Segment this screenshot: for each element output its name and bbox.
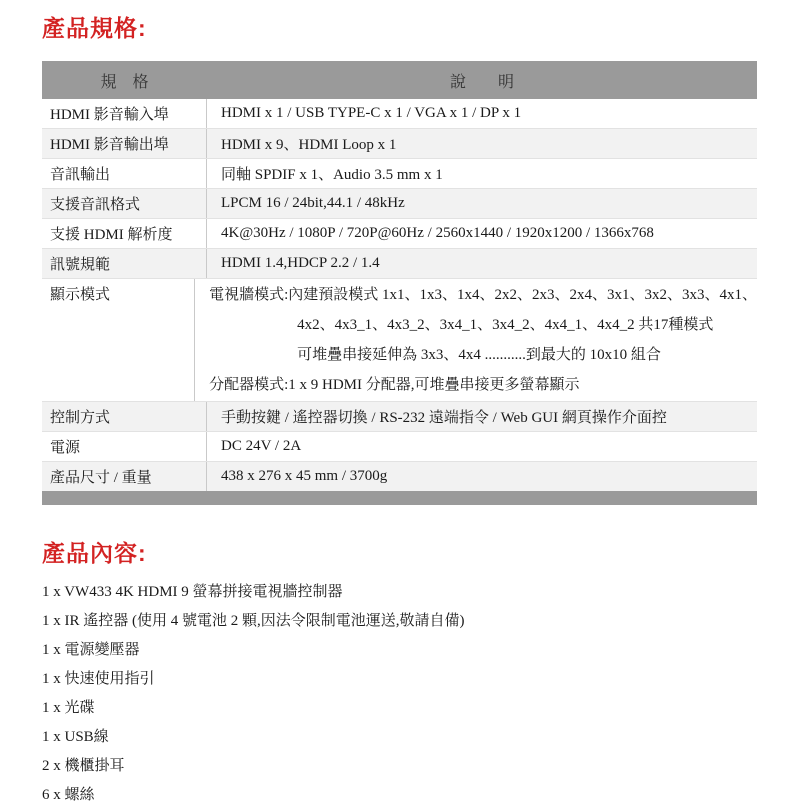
row-label: 支援音訊格式 [42,189,207,218]
row-value: 438 x 276 x 45 mm / 3700g [221,468,388,484]
table-row [42,128,757,158]
row-value-line: 分配器模式:1 x 9 HDMI 分配器,可堆疊串接更多螢幕顯示 [209,377,580,393]
row-label: HDMI 影音輸出埠 [42,129,207,158]
spec-table-body [42,99,757,491]
list-item: 1 x USB線 [42,729,109,745]
row-label: 支援 HDMI 解析度 [42,219,207,248]
row-value-line: 4x2、4x3_1、4x3_2、3x4_1、3x4_2、4x4_1、4x4_2 共17種模式 [297,317,714,333]
row-value: HDMI 1.4,HDCP 2.2 / 1.4 [221,255,380,271]
header-desc-column: 說 明 [449,73,514,91]
list-item: 6 x 螺絲 [42,787,95,801]
content-list [42,578,757,801]
table-row [42,461,757,491]
row-label: 訊號規範 [42,249,207,278]
row-value: LPCM 16 / 24bit,44.1 / 48kHz [221,195,405,211]
row-value: 同軸 SPDIF x 1、Audio 3.5 mm x 1 [221,167,443,183]
table-row [42,248,757,278]
list-item: 1 x 電源變壓器 [42,642,140,658]
table-row [42,218,757,248]
content-section-title: 產品內容: [42,540,147,566]
row-value: HDMI x 9、HDMI Loop x 1 [221,137,397,153]
row-value-line: 電視牆模式:內建預設模式 1x1、1x3、1x4、2x2、2x3、2x4、3x1、3x2、3x3、4x1、 [209,287,757,303]
row-value: HDMI x 1 / USB TYPE-C x 1 / VGA x 1 / DP x 1 [221,105,522,121]
spec-table-header [42,61,757,99]
table-row [42,431,757,461]
list-item: 1 x 快速使用指引 [42,671,155,687]
list-item: 1 x VW433 4K HDMI 9 螢幕拼接電視牆控制器 [42,584,343,600]
row-value [195,279,757,401]
row-label: 顯示模式 [42,279,195,401]
row-value: DC 24V / 2A [221,438,302,454]
spec-table [42,61,757,505]
row-label: 產品尺寸 / 重量 [42,462,207,491]
row-label: HDMI 影音輸入埠 [42,99,207,128]
spec-section-title: 產品規格: [42,15,147,41]
list-item: 1 x 光碟 [42,700,95,716]
row-value: 手動按鍵 / 遙控器切換 / RS-232 遠端指令 / Web GUI 網頁操作介面控 [221,410,667,426]
table-row [42,278,757,401]
table-row [42,188,757,218]
table-footer-bar [42,491,757,505]
table-row [42,158,757,188]
header-spec-column: 規 格 [100,73,149,91]
row-label: 電源 [42,432,207,461]
row-label: 音訊輸出 [42,159,207,188]
row-label: 控制方式 [42,402,207,431]
list-item: 1 x IR 遙控器 (使用 4 號電池 2 顆,因法令限制電池運送,敬請自備) [42,613,465,629]
list-item: 2 x 機櫃掛耳 [42,758,125,774]
row-value: 4K@30Hz / 1080P / 720P@60Hz / 2560x1440 / 1920x1200 / 1366x768 [221,225,654,241]
row-value-line: 可堆疊串接延伸為 3x3、4x4 ...........到最大的 10x10 組合 [297,347,661,363]
table-row [42,99,757,128]
table-row [42,401,757,431]
